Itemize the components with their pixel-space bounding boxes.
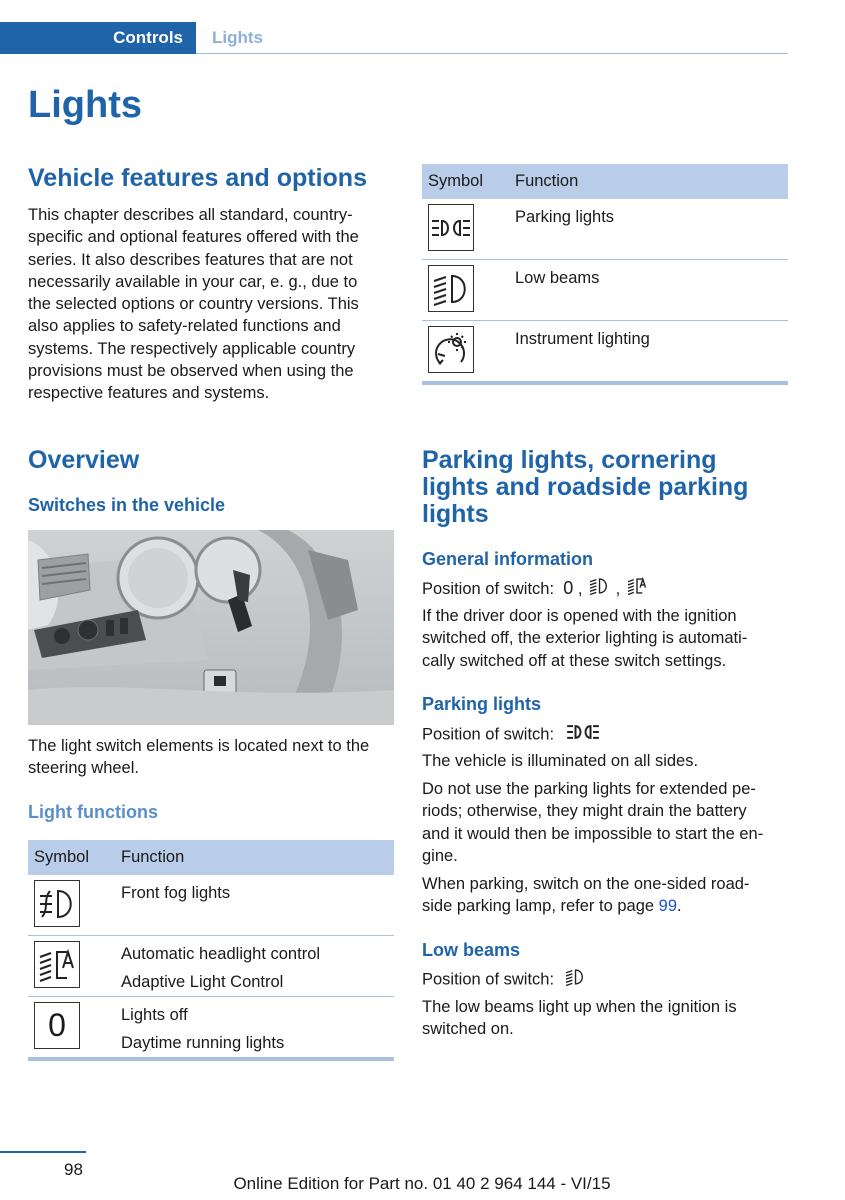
function-label: Lights off — [121, 1006, 188, 1024]
function-label: Daytime running lights — [121, 1034, 285, 1052]
automatic-headlight-icon — [34, 941, 80, 988]
parking-lights-icon — [563, 722, 603, 748]
function-label: Instrument lighting — [515, 330, 650, 348]
lights-off-glyph: 0 — [48, 1007, 66, 1043]
roadside-suffix: . — [677, 897, 682, 916]
general-position-line — [422, 577, 788, 602]
table-row — [422, 199, 788, 260]
features-heading: Vehicle features and options — [28, 164, 367, 192]
footer-rule — [0, 1151, 86, 1153]
header-rule — [196, 53, 788, 54]
parking-section-heading — [422, 447, 748, 528]
page-reference-link[interactable]: 99 — [658, 897, 678, 916]
text-line: gine. — [422, 846, 458, 865]
table-row — [28, 936, 394, 997]
separator: , — [615, 580, 621, 598]
text-line: This chapter describes all standard, country- — [28, 206, 353, 224]
position-label: Position of switch: — [422, 970, 555, 989]
separator: , — [577, 580, 583, 598]
position-label: Position of switch: — [422, 725, 555, 744]
function-label: Automatic headlight control — [121, 945, 321, 963]
page-number: 98 — [64, 1160, 83, 1179]
heading-line: lights and roadside parking — [422, 473, 749, 501]
automatic-headlight-icon — [625, 577, 649, 601]
parking-position-line — [422, 722, 788, 748]
parking-lights-heading: Parking lights — [422, 694, 542, 714]
features-body — [28, 204, 400, 405]
low-beams-icon — [428, 265, 474, 312]
text-line: and it would then be impossible to start the en- — [422, 824, 764, 843]
text-line: series. It also describes features that are not — [28, 250, 353, 269]
general-info-body — [422, 605, 792, 672]
low-beams-heading: Low beams — [422, 940, 521, 960]
edition-text: Online Edition for Part no. 01 40 2 964 144 - VI/15 — [233, 1174, 611, 1193]
text-line: riods; otherwise, they might drain the battery — [422, 802, 747, 821]
text-line: steering wheel. — [28, 759, 139, 778]
table-row — [28, 875, 394, 936]
text-line: necessarily available in your car, e. g., due to — [28, 272, 358, 291]
breadcrumb-subsection[interactable]: Lights — [212, 28, 263, 47]
function-label: Low beams — [515, 269, 600, 287]
column-header-symbol: Symbol — [422, 164, 509, 199]
column-header-function: Function — [115, 840, 394, 875]
switches-heading: Switches in the vehicle — [28, 495, 226, 515]
text-line: the selected options or country versions. This — [28, 295, 359, 314]
text-line: When parking, switch on the one-sided road- — [422, 875, 750, 893]
low-beams-icon — [563, 968, 587, 992]
function-label: Parking lights — [515, 208, 615, 226]
column-header-function: Function — [509, 164, 788, 199]
parking-warning — [422, 778, 792, 867]
overview-heading: Overview — [28, 446, 140, 474]
general-info-heading: General information — [422, 549, 594, 569]
breadcrumb-section[interactable]: Controls — [0, 22, 196, 54]
text-line: specific and optional features offered with the — [28, 228, 359, 247]
table-row — [422, 321, 788, 384]
symbol-table-right — [422, 164, 788, 385]
text-line: systems. The respectively applicable country — [28, 339, 356, 358]
low-beams-position-line — [422, 968, 788, 992]
lights-off-icon — [34, 1002, 80, 1049]
light-functions-heading: Light functions — [28, 802, 158, 822]
text-line: Do not use the parking lights for extended pe- — [422, 780, 756, 798]
column-header-symbol: Symbol — [28, 840, 115, 875]
text-line: provisions must be observed when using the — [28, 362, 354, 381]
function-label: Front fog lights — [121, 884, 231, 902]
text-line: respective features and systems. — [28, 384, 270, 403]
instrument-lighting-icon — [428, 326, 474, 373]
low-beams-icon — [587, 577, 611, 601]
lights-off-symbol: 0 — [563, 578, 574, 598]
text-line — [422, 895, 792, 917]
front-fog-lights-icon — [34, 880, 80, 927]
symbol-table-left — [28, 840, 394, 1061]
text-line: switched off, the exterior lighting is automati- — [422, 629, 748, 648]
low-beams-body — [422, 996, 792, 1041]
position-label: Position of switch: — [422, 580, 555, 598]
parking-illuminated-line: The vehicle is illuminated on all sides. — [422, 752, 699, 770]
table-row — [28, 997, 394, 1060]
text-line: If the driver door is opened with the ignition — [422, 607, 737, 625]
text-line: switched on. — [422, 1020, 514, 1039]
edition-note — [0, 1174, 845, 1194]
page-header — [0, 22, 788, 55]
roadside-prefix: side parking lamp, refer to page — [422, 897, 655, 916]
heading-line: lights — [422, 500, 489, 528]
text-line: also applies to safety-related functions and — [28, 317, 341, 336]
light-switch-photo — [28, 530, 394, 725]
text-line: The light switch elements is located next to the — [28, 737, 370, 755]
text-line: The low beams light up when the ignition is — [422, 998, 737, 1016]
parking-lights-icon — [428, 204, 474, 251]
overview-text — [28, 735, 398, 780]
heading-line: Parking lights, cornering — [422, 446, 717, 474]
text-line: cally switched off at these switch settings. — [422, 651, 727, 670]
function-label: Adaptive Light Control — [121, 973, 284, 991]
table-row — [422, 260, 788, 321]
roadside-parking-text — [422, 873, 792, 918]
page-title: Lights — [28, 84, 142, 126]
